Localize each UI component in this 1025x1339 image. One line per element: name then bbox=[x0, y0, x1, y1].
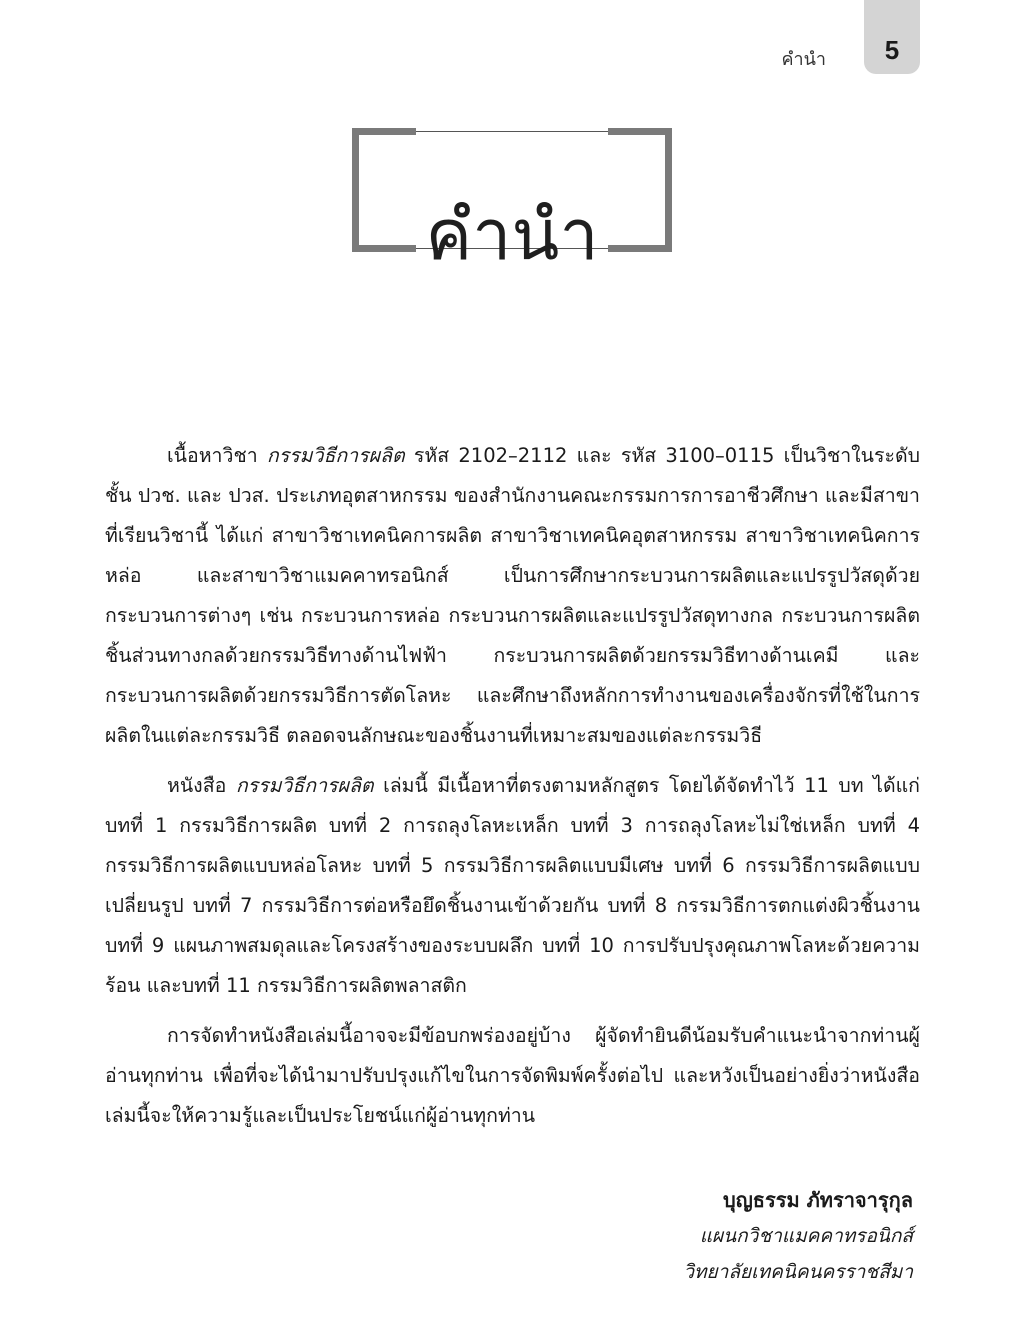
book-title: กรรมวิธีการผลิต bbox=[235, 774, 374, 797]
paragraph-2-body: เล่มนี้ มีเนื้อหาที่ตรงตามหลักสูตร โดยได้จัดทำไว้ 11 บท ได้แก่ บทที่ 1 กรรมวิธีการผลิต บทที่ 2 การถลุงโลหะเหล็ก บทที่ 3 การถลุงโลหะไม่ใช่เหล็ก บทที่ 4 กรรมวิธีการผลิตแบบหล่อโลหะ บทที่ 5 กรรมวิธีการผลิตแบบมีเศษ บทที่ 6 กรรมวิธีการผลิตแบบเปลี่ยนรูป บทที่ 7 กรรมวิธีการต่อหรือยึดชิ้นงานเข้าด้วยกัน บทที่ 8 กรรมวิธีการตกแต่งผิวชิ้นงาน บทที่ 9 แผนภาพสมดุลและโครงสร้างของระบบผลึก บทที่ 10 การปรับปรุงคุณภาพโลหะด้วยความร้อน และบทที่ 11 กรรมวิธีการผลิตพลาสติก bbox=[105, 774, 920, 997]
paragraph-2-intro: หนังสือ bbox=[167, 774, 236, 797]
author-name: บุญธรรม ภัทราจารุกุล bbox=[723, 1188, 913, 1212]
paragraph-1-body: รหัส 2102–2112 และ รหัส 3100–0115 เป็นวิชาในระดับชั้น ปวช. และ ปวส. ประเภทอุตสาหกรรม ของสำนักงานคณะกรรมการการอาชีวศึกษา และมีสาขาที่เรียนวิชานี้ ได้แก่ สาขาวิชาเทคนิคการผลิต สาขาวิชาเทคนิคอุตสาหกรรม สาขาวิชาเทคนิคการหล่อ และสาขาวิชาแมคคาทรอนิกส์ เป็นการศึกษากระบวนการผลิตและแปรรูปวัสดุด้วยกระบวนการต่างๆ เช่น กระบวนการหล่อ กระบวนการผลิตและแปรรูปวัสดุทางกล กระบวนการผลิตชิ้นส่วนทางกลด้วยกรรมวิธีทางด้านไฟฟ้า กระบวนการผลิตด้วยกรรมวิธีทางด้านเคมี และกระบวนการผลิตด้วยกรรมวิธีการตัดโลหะ และศึกษาถึงหลักการทำงานของเครื่องจักรที่ใช้ในการผลิตในแต่ละกรรมวิธี ตลอดจนลักษณะของชิ้นงานที่เหมาะสมของแต่ละกรรมวิธี bbox=[105, 444, 920, 747]
running-head-title: คำนำ bbox=[781, 49, 826, 70]
preface-body bbox=[105, 436, 920, 1146]
page-number-tab bbox=[864, 0, 920, 74]
signature-block bbox=[683, 1182, 913, 1290]
paragraph-1-intro: เนื้อหาวิชา bbox=[167, 444, 267, 467]
author-department: แผนกวิชาแมคคาทรอนิกส์ bbox=[699, 1225, 913, 1247]
author-institution: วิทยาลัยเทคนิคนครราชสีมา bbox=[683, 1261, 913, 1283]
course-name: กรรมวิธีการผลิต bbox=[266, 444, 405, 467]
paragraph-2 bbox=[105, 766, 920, 1006]
paragraph-3: การจัดทำหนังสือเล่มนี้อาจจะมีข้อบกพร่องอยู่บ้าง ผู้จัดทำยินดีน้อมรับคำแนะนำจากท่านผู้อ่านทุกท่าน เพื่อที่จะได้นำมาปรับปรุงแก้ไขในการจัดพิมพ์ครั้งต่อไป และหวังเป็นอย่างยิ่งว่าหนังสือเล่มนี้จะให้ความรู้และเป็นประโยชน์แก่ผู้อ่านทุกท่าน bbox=[105, 1024, 920, 1127]
page-heading: คำนำ bbox=[425, 193, 599, 276]
paragraph-1 bbox=[105, 436, 920, 756]
page-number: 5 bbox=[884, 35, 900, 65]
running-head bbox=[781, 0, 920, 74]
heading-frame bbox=[352, 128, 672, 276]
